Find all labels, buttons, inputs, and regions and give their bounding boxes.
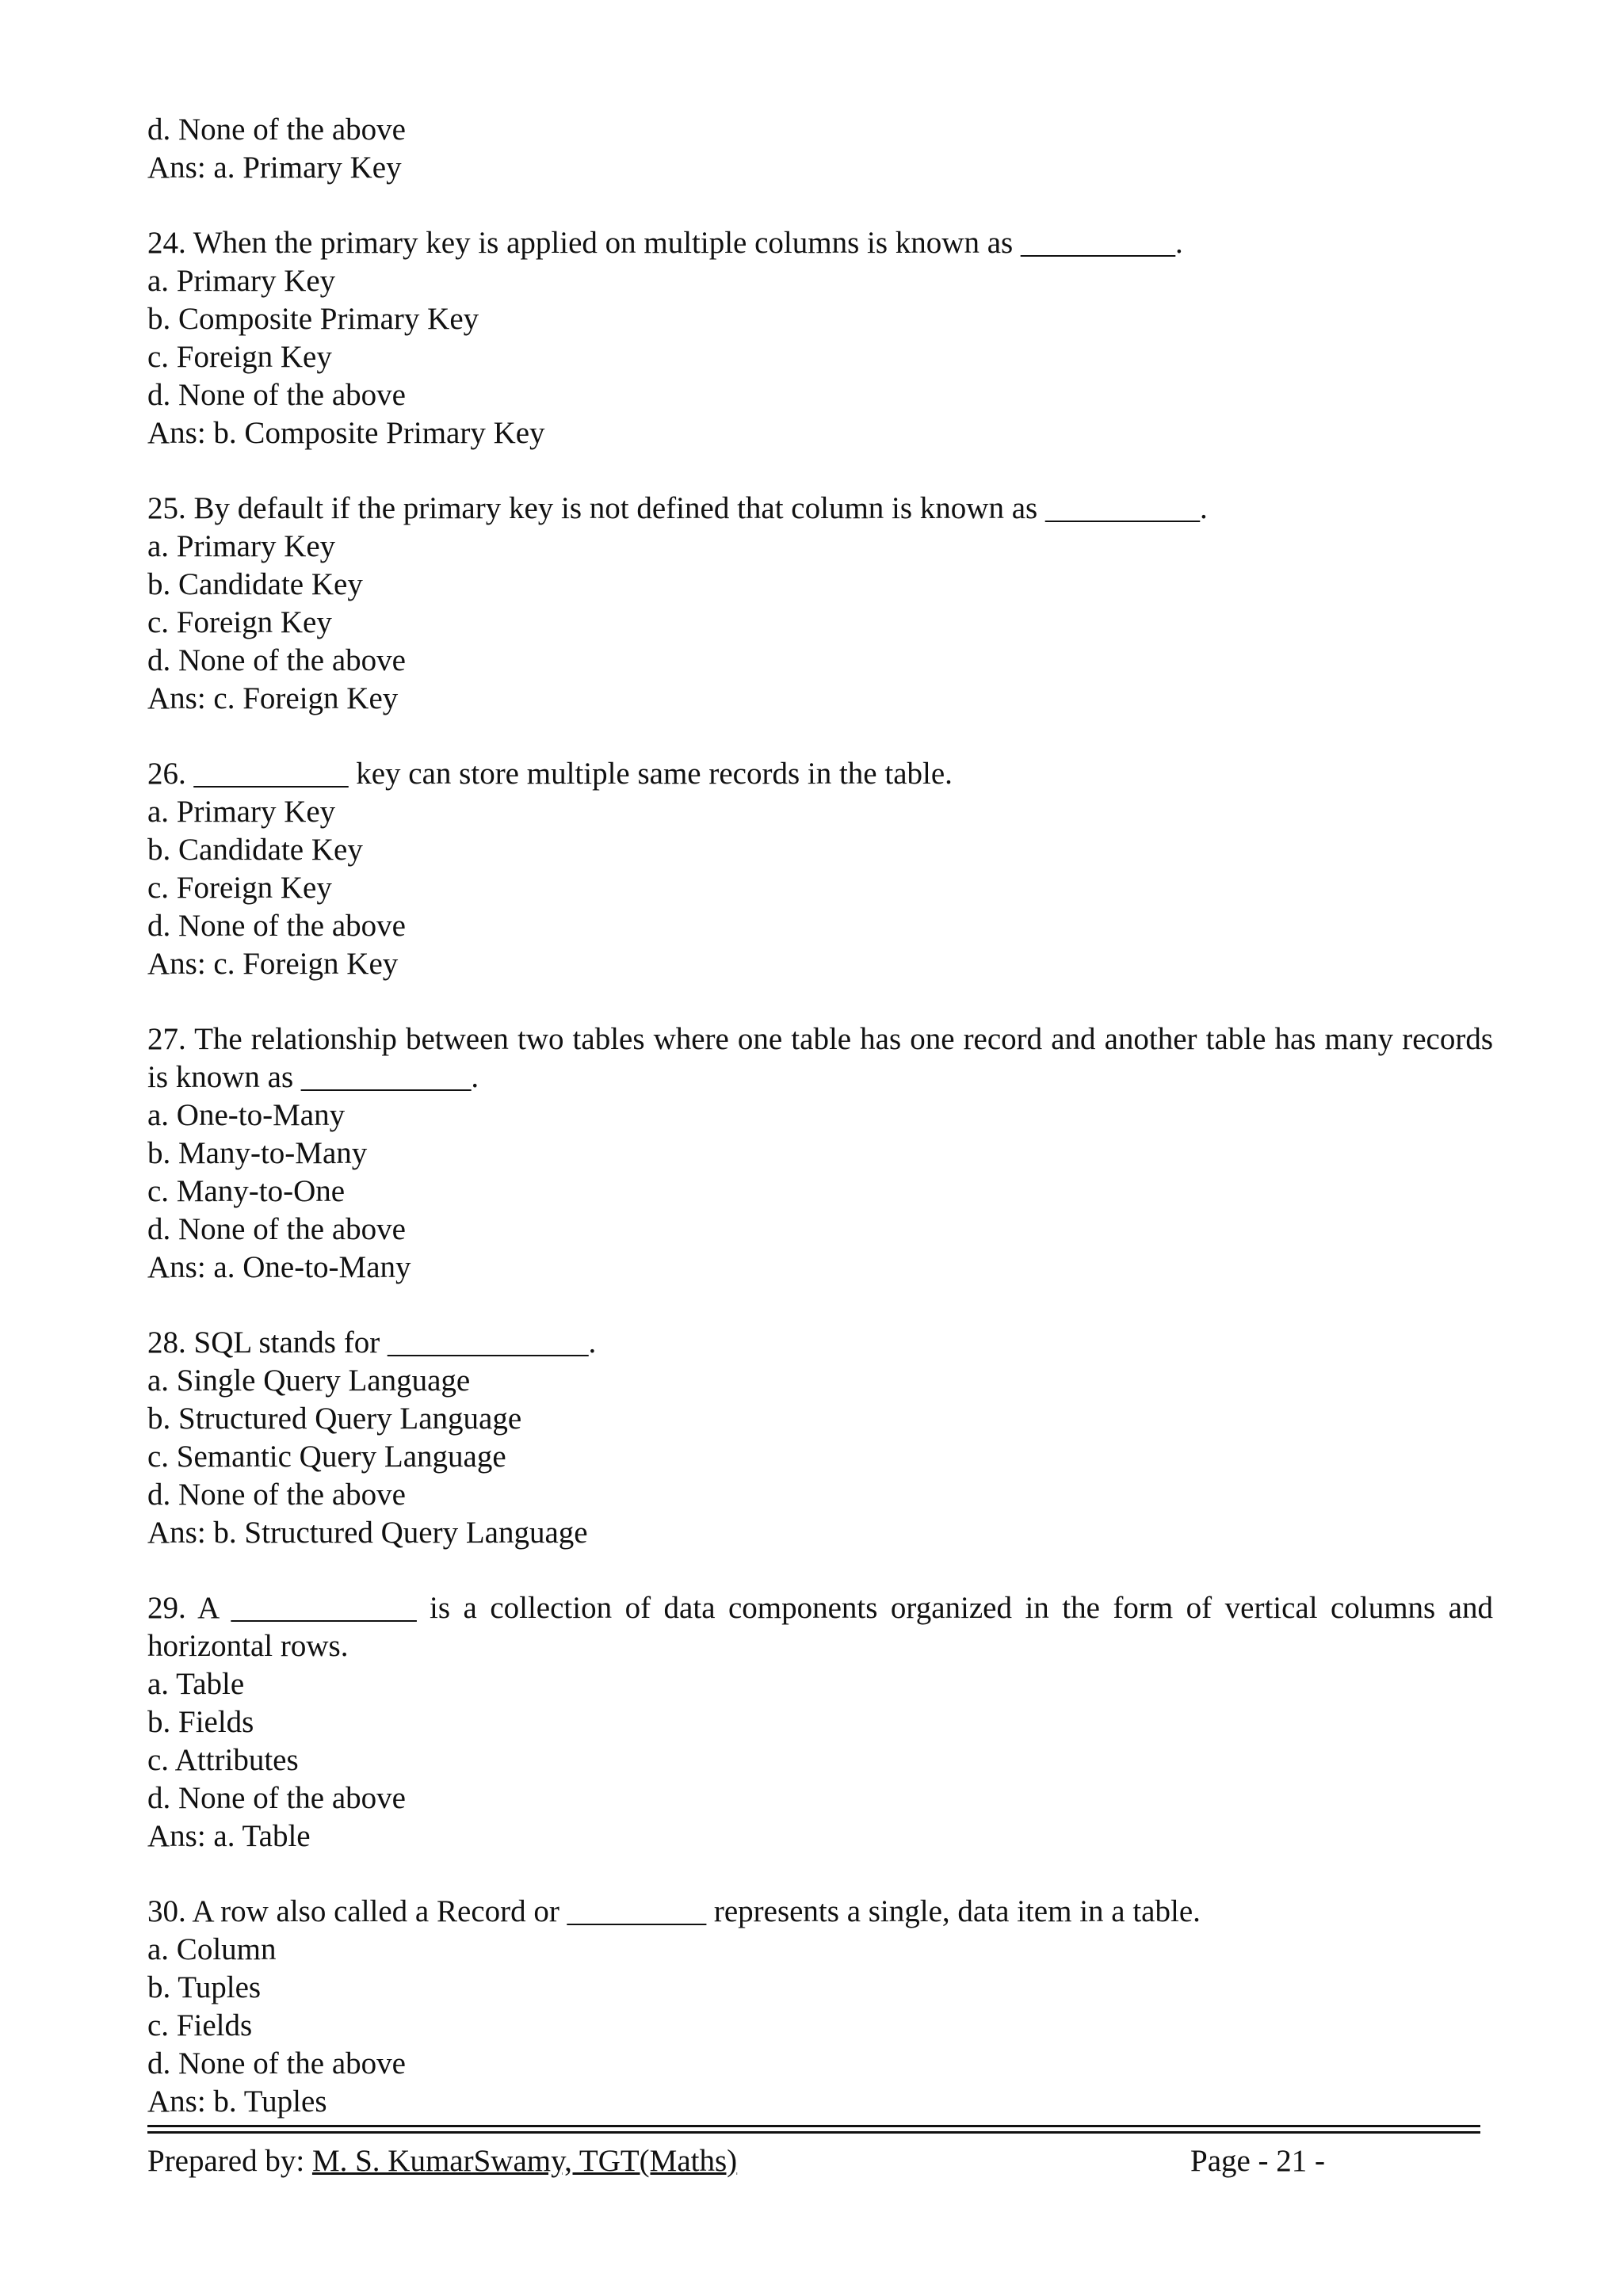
option-a: a. Table <box>147 1667 245 1701</box>
option-a: a. Column <box>147 1932 277 1966</box>
question-block <box>147 490 1493 718</box>
option-c: c. Attributes <box>147 1743 299 1777</box>
option-a: a. Single Query Language <box>147 1363 471 1398</box>
answer: Ans: a. One-to-Many <box>147 1250 411 1284</box>
question-block <box>147 1893 1493 2121</box>
question-stem: 28. SQL stands for _____________. <box>147 1325 597 1360</box>
option-c: c. Fields <box>147 2008 253 2042</box>
document-body <box>147 111 1493 2121</box>
answer: Ans: b. Structured Query Language <box>147 1516 588 1550</box>
question-stem: 27. The relationship between two tables where one table has one record and another table has many records is known as ___________. <box>147 1022 1493 1094</box>
option-b: b. Fields <box>147 1705 254 1739</box>
option-c: c. Foreign Key <box>147 871 332 905</box>
question-block <box>147 1589 1493 1855</box>
option-b: b. Candidate Key <box>147 833 363 867</box>
question-block <box>147 1020 1493 1287</box>
question-stem: 24. When the primary key is applied on multiple columns is known as __________. <box>147 226 1183 260</box>
question-stem: 29. A ____________ is a collection of data components organized in the form of vertical columns and horizontal rows. <box>147 1591 1493 1663</box>
page-number: Page - 21 - <box>1190 2144 1326 2178</box>
option-d: d. None of the above <box>147 909 406 943</box>
option-a: a. Primary Key <box>147 264 336 298</box>
footer-double-rule <box>147 2125 1480 2134</box>
option-a: a. Primary Key <box>147 529 336 563</box>
question-stem: 26. __________ key can store multiple same records in the table. <box>147 757 953 791</box>
option-d: d. None of the above <box>147 1781 406 1815</box>
spacer <box>147 1287 1493 1324</box>
carryover-option-d: d. None of the above <box>147 113 406 147</box>
footer-rule-top <box>147 2125 1480 2127</box>
question-block <box>147 224 1493 452</box>
option-d: d. None of the above <box>147 378 406 412</box>
answer: Ans: c. Foreign Key <box>147 681 399 715</box>
option-d: d. None of the above <box>147 1478 406 1512</box>
option-b: b. Many-to-Many <box>147 1136 368 1170</box>
footer-rule-bottom <box>147 2131 1480 2134</box>
spacer <box>147 187 1493 224</box>
spacer <box>147 452 1493 490</box>
spacer <box>147 983 1493 1020</box>
carryover-answer: Ans: a. Primary Key <box>147 151 402 185</box>
author-name: M. S. KumarSwamy, TGT(Maths) <box>311 2144 738 2178</box>
answer: Ans: b. Tuples <box>147 2084 327 2119</box>
option-a: a. One-to-Many <box>147 1098 346 1132</box>
answer: Ans: c. Foreign Key <box>147 947 399 981</box>
option-d: d. None of the above <box>147 2046 406 2081</box>
option-b: b. Candidate Key <box>147 567 363 601</box>
answer: Ans: b. Composite Primary Key <box>147 416 545 450</box>
option-d: d. None of the above <box>147 1212 406 1246</box>
option-d: d. None of the above <box>147 643 406 677</box>
spacer <box>147 1552 1493 1589</box>
question-block <box>147 755 1493 983</box>
option-b: b. Structured Query Language <box>147 1402 522 1436</box>
page-footer <box>147 2142 1336 2180</box>
option-c: c. Many-to-One <box>147 1174 346 1208</box>
option-b: b. Composite Primary Key <box>147 302 479 336</box>
option-c: c. Foreign Key <box>147 340 332 374</box>
question-stem: 25. By default if the primary key is not defined that column is known as __________. <box>147 491 1208 525</box>
question-stem: 30. A row also called a Record or _________ represents a single, data item in a table. <box>147 1894 1201 1928</box>
option-a: a. Primary Key <box>147 795 336 829</box>
answer: Ans: a. Table <box>147 1819 311 1853</box>
option-b: b. Tuples <box>147 1970 262 2004</box>
spacer <box>147 1855 1493 1893</box>
spacer <box>147 718 1493 755</box>
question-block <box>147 1324 1493 1552</box>
option-c: c. Semantic Query Language <box>147 1440 506 1474</box>
option-c: c. Foreign Key <box>147 605 332 639</box>
prepared-by-label: Prepared by: <box>147 2144 312 2178</box>
